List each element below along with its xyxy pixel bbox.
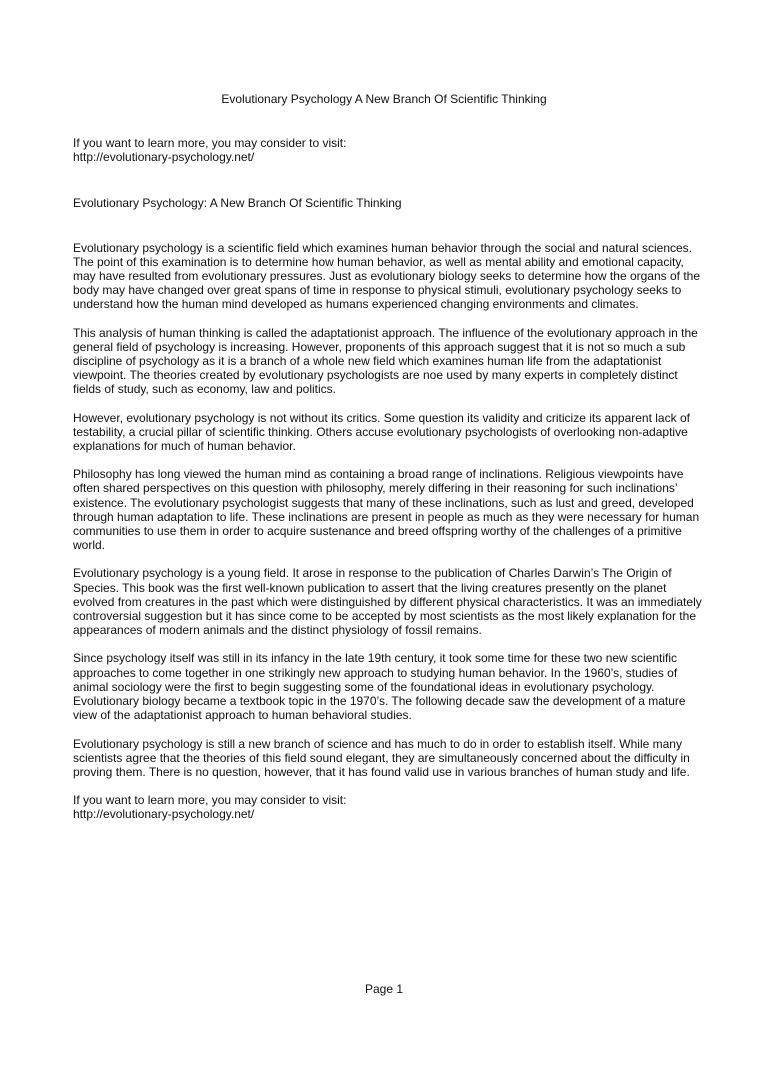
paragraph-6: Since psychology itself was still in its infancy in the late 19th century, it took some time for these two new scientific approaches to come together in one strikingly new approach to studying human behavior. In the 1960’s, studies of animal sociology were the first to begin suggesting some of the foundational ideas in evolutionary psychology. Evolutionary biology became a textbook topic in the 1970’s. The following decade saw the development of a mature view of the adaptationist approach to human behavioral studies. — [73, 651, 686, 723]
visit-block-top — [73, 136, 703, 164]
paragraph-1: Evolutionary psychology is a scientific field which examines human behavior through the social and natural sciences. The point of this examination is to determine how human behavior, as well as mental ability and emotional capacity, may have resulted from evolutionary pressures. Just as evolutionary biology seeks to determine how the organs of the body may have changed over great spans of time in response to physical stimuli, evolutionary psychology seeks to understand how the human mind developed as humans experienced changing environments and climates. — [73, 240, 700, 312]
document-subtitle: Evolutionary Psychology: A New Branch Of Scientific Thinking — [73, 196, 402, 211]
paragraph-7: Evolutionary psychology is still a new branch of science and has much to do in order to establish itself. While many scientists agree that the theories of this field sound elegant, they are simultaneously concerned about the difficulty in proving them. There is no question, however, that it has found valid use in various branches of human study and life. — [73, 736, 690, 779]
visit-link-bottom[interactable]: http://evolutionary-psychology.net/ — [73, 807, 255, 822]
paragraph-5: Evolutionary psychology is a young field. It arose in response to the publication of Charles Darwin’s The Origin of Species. This book was the first well-known publication to assert that the living creatures presently on the planet evolved from creatures in the past which were distinguished by different physical characteristics. It was an immediately controversial suggestion but it has since come to be accepted by most scientists as the most likely explanation for the appearances of modern animals and the distinct physiology of fossil remains. — [73, 566, 702, 638]
visit-label-bottom: If you want to learn more, you may consider to visit: — [73, 793, 347, 808]
header-title: Evolutionary Psychology A New Branch Of Scientific Thinking — [221, 92, 547, 106]
visit-block-bottom — [73, 793, 703, 821]
visit-label-top: If you want to learn more, you may consider to visit: — [73, 136, 347, 150]
paragraph-3: However, evolutionary psychology is not without its critics. Some question its validity and criticize its apparent lack of testability, a crucial pillar of scientific thinking. Others accuse evolutionary psychologists of overlooking non-adaptive explanations for much of human behavior. — [73, 410, 690, 454]
visit-link-top[interactable]: http://evolutionary-psychology.net/ — [73, 150, 255, 165]
paragraph-2: This analysis of human thinking is called the adaptationist approach. The influence of the evolutionary approach in the general field of psychology is increasing. However, proponents of this approach suggest that it is not so much a sub discipline of psychology as it is a branch of a whole new field which examines human life from the adaptationist viewpoint. The theories created by evolutionary psychologists are noe used by many experts in completely distinct fields of study, such as economy, law and politics. — [73, 325, 698, 397]
paragraph-4: Philosophy has long viewed the human mind as containing a broad range of inclinations. Religious viewpoints have often shared perspectives on this question with philosophy, merely differing in their reasoning for such inclinations’ existence. The evolutionary psychologist suggests that many of these inclinations, such as lust and greed, developed through human adaptation to life. These inclinations are present in people as much as they were necessary for human communities to use them in order to acquire sustenance and breed offspring worthy of the challenges of a primitive world. — [73, 467, 700, 553]
page-number: Page 1 — [364, 982, 404, 996]
document-body — [73, 136, 703, 822]
